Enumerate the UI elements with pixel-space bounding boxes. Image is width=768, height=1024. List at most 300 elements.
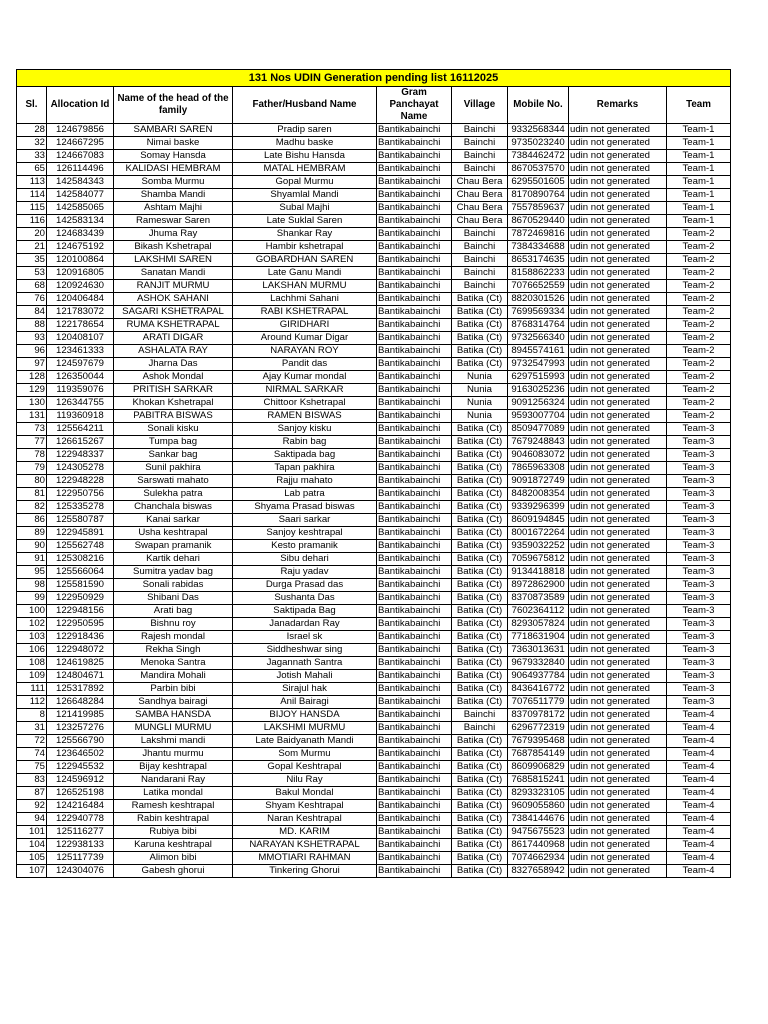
- cell-sl: 111: [17, 683, 47, 696]
- cell-gram-panchayat: Bantikabainchi: [377, 423, 452, 436]
- cell-gram-panchayat: Bantikabainchi: [377, 280, 452, 293]
- header-head-of-family: Name of the head of the family: [114, 87, 233, 124]
- cell-village: Batika (Ct): [452, 852, 508, 865]
- cell-mobile-no: 8509477089: [508, 423, 569, 436]
- cell-head-of-family: Bishnu roy: [114, 618, 233, 631]
- cell-mobile-no: 8609194845: [508, 514, 569, 527]
- cell-village: Batika (Ct): [452, 306, 508, 319]
- cell-allocation-id: 125581590: [47, 579, 114, 592]
- cell-mobile-no: 8293323105: [508, 787, 569, 800]
- cell-remarks: udin not generated: [569, 345, 667, 358]
- cell-sl: 79: [17, 462, 47, 475]
- cell-mobile-no: 9475675523: [508, 826, 569, 839]
- cell-remarks: udin not generated: [569, 813, 667, 826]
- cell-team: Team-4: [667, 761, 731, 774]
- cell-remarks: udin not generated: [569, 501, 667, 514]
- cell-mobile-no: 8972862900: [508, 579, 569, 592]
- cell-team: Team-3: [667, 449, 731, 462]
- cell-gram-panchayat: Bantikabainchi: [377, 722, 452, 735]
- cell-allocation-id: 124596912: [47, 774, 114, 787]
- cell-allocation-id: 119359076: [47, 384, 114, 397]
- cell-father-husband-name: Jotish Mahali: [233, 670, 377, 683]
- table-row: [17, 319, 731, 332]
- cell-gram-panchayat: Bantikabainchi: [377, 540, 452, 553]
- cell-sl: 21: [17, 241, 47, 254]
- cell-sl: 35: [17, 254, 47, 267]
- table-row: [17, 774, 731, 787]
- cell-mobile-no: 7872469816: [508, 228, 569, 241]
- cell-sl: 8: [17, 709, 47, 722]
- table-row: [17, 150, 731, 163]
- cell-remarks: udin not generated: [569, 826, 667, 839]
- cell-head-of-family: Kanai sarkar: [114, 514, 233, 527]
- cell-head-of-family: RUMA KSHETRAPAL: [114, 319, 233, 332]
- cell-father-husband-name: Madhu baske: [233, 137, 377, 150]
- cell-team: Team-2: [667, 371, 731, 384]
- cell-head-of-family: Rubiya bibi: [114, 826, 233, 839]
- cell-gram-panchayat: Bantikabainchi: [377, 475, 452, 488]
- cell-head-of-family: Ashok Mondal: [114, 371, 233, 384]
- cell-sl: 101: [17, 826, 47, 839]
- cell-head-of-family: Rekha Singh: [114, 644, 233, 657]
- cell-head-of-family: Sulekha patra: [114, 488, 233, 501]
- cell-team: Team-3: [667, 527, 731, 540]
- cell-head-of-family: Lakshmi mandi: [114, 735, 233, 748]
- cell-gram-panchayat: Bantikabainchi: [377, 605, 452, 618]
- cell-remarks: udin not generated: [569, 124, 667, 137]
- cell-sl: 102: [17, 618, 47, 631]
- cell-father-husband-name: Sanjoy kisku: [233, 423, 377, 436]
- cell-father-husband-name: Lab patra: [233, 488, 377, 501]
- table-row: [17, 644, 731, 657]
- cell-head-of-family: ASHOK SAHANI: [114, 293, 233, 306]
- cell-team: Team-4: [667, 735, 731, 748]
- table-row: [17, 241, 731, 254]
- cell-allocation-id: 121783072: [47, 306, 114, 319]
- header-allocation-id: Allocation Id: [47, 87, 114, 124]
- cell-gram-panchayat: Bantikabainchi: [377, 150, 452, 163]
- cell-head-of-family: Sankar bag: [114, 449, 233, 462]
- cell-gram-panchayat: Bantikabainchi: [377, 748, 452, 761]
- cell-village: Chau Bera: [452, 189, 508, 202]
- cell-head-of-family: Karuna keshtrapal: [114, 839, 233, 852]
- cell-allocation-id: 126615267: [47, 436, 114, 449]
- cell-gram-panchayat: Bantikabainchi: [377, 826, 452, 839]
- cell-remarks: udin not generated: [569, 657, 667, 670]
- cell-mobile-no: 9332568344: [508, 124, 569, 137]
- cell-gram-panchayat: Bantikabainchi: [377, 319, 452, 332]
- cell-gram-panchayat: Bantikabainchi: [377, 462, 452, 475]
- cell-team: Team-4: [667, 813, 731, 826]
- cell-father-husband-name: Shyamlal Mandi: [233, 189, 377, 202]
- cell-team: Team-1: [667, 137, 731, 150]
- cell-remarks: udin not generated: [569, 527, 667, 540]
- cell-mobile-no: 9593007704: [508, 410, 569, 423]
- cell-village: Batika (Ct): [452, 293, 508, 306]
- cell-allocation-id: 125317892: [47, 683, 114, 696]
- cell-village: Batika (Ct): [452, 501, 508, 514]
- cell-gram-panchayat: Bantikabainchi: [377, 202, 452, 215]
- cell-gram-panchayat: Bantikabainchi: [377, 592, 452, 605]
- cell-gram-panchayat: Bantikabainchi: [377, 410, 452, 423]
- cell-remarks: udin not generated: [569, 553, 667, 566]
- cell-team: Team-4: [667, 787, 731, 800]
- cell-remarks: udin not generated: [569, 800, 667, 813]
- cell-team: Team-2: [667, 280, 731, 293]
- cell-team: Team-1: [667, 215, 731, 228]
- cell-mobile-no: 7602364112: [508, 605, 569, 618]
- spreadsheet: [16, 69, 730, 878]
- table-row: [17, 189, 731, 202]
- table-row: [17, 592, 731, 605]
- cell-sl: 106: [17, 644, 47, 657]
- cell-village: Bainchi: [452, 150, 508, 163]
- cell-gram-panchayat: Bantikabainchi: [377, 865, 452, 878]
- cell-mobile-no: 9609055860: [508, 800, 569, 813]
- cell-mobile-no: 9732547993: [508, 358, 569, 371]
- cell-remarks: udin not generated: [569, 293, 667, 306]
- cell-head-of-family: Sarswati mahato: [114, 475, 233, 488]
- cell-mobile-no: 8170890764: [508, 189, 569, 202]
- cell-head-of-family: Sonali kisku: [114, 423, 233, 436]
- cell-allocation-id: 120406484: [47, 293, 114, 306]
- cell-mobile-no: 7384462472: [508, 150, 569, 163]
- table-row: [17, 163, 731, 176]
- cell-gram-panchayat: Bantikabainchi: [377, 644, 452, 657]
- cell-father-husband-name: Late Suklal Saren: [233, 215, 377, 228]
- cell-village: Bainchi: [452, 722, 508, 735]
- cell-village: Batika (Ct): [452, 332, 508, 345]
- cell-remarks: udin not generated: [569, 306, 667, 319]
- cell-father-husband-name: GOBARDHAN SAREN: [233, 254, 377, 267]
- cell-mobile-no: 9679332840: [508, 657, 569, 670]
- cell-allocation-id: 124804671: [47, 670, 114, 683]
- cell-father-husband-name: Late Baidyanath Mandi: [233, 735, 377, 748]
- cell-father-husband-name: Janadardan Ray: [233, 618, 377, 631]
- cell-sl: 87: [17, 787, 47, 800]
- cell-team: Team-3: [667, 488, 731, 501]
- cell-mobile-no: 6297515993: [508, 371, 569, 384]
- cell-allocation-id: 126350044: [47, 371, 114, 384]
- cell-allocation-id: 126114496: [47, 163, 114, 176]
- cell-sl: 104: [17, 839, 47, 852]
- cell-village: Batika (Ct): [452, 761, 508, 774]
- table-row: [17, 527, 731, 540]
- cell-village: Batika (Ct): [452, 657, 508, 670]
- cell-allocation-id: 119360918: [47, 410, 114, 423]
- cell-head-of-family: ASHALATA RAY: [114, 345, 233, 358]
- cell-sl: 131: [17, 410, 47, 423]
- cell-allocation-id: 142585065: [47, 202, 114, 215]
- cell-village: Batika (Ct): [452, 527, 508, 540]
- cell-head-of-family: Rabin keshtrapal: [114, 813, 233, 826]
- cell-allocation-id: 126648284: [47, 696, 114, 709]
- cell-village: Batika (Ct): [452, 644, 508, 657]
- cell-head-of-family: Sunil pakhira: [114, 462, 233, 475]
- cell-father-husband-name: Nilu Ray: [233, 774, 377, 787]
- cell-sl: 113: [17, 176, 47, 189]
- cell-father-husband-name: Lachhmi Sahani: [233, 293, 377, 306]
- cell-remarks: udin not generated: [569, 137, 667, 150]
- cell-village: Batika (Ct): [452, 423, 508, 436]
- cell-team: Team-3: [667, 657, 731, 670]
- cell-allocation-id: 124597679: [47, 358, 114, 371]
- cell-head-of-family: Usha keshtrapal: [114, 527, 233, 540]
- cell-gram-panchayat: Bantikabainchi: [377, 631, 452, 644]
- cell-allocation-id: 121419985: [47, 709, 114, 722]
- cell-head-of-family: SAGARI KSHETRAPAL: [114, 306, 233, 319]
- cell-village: Batika (Ct): [452, 670, 508, 683]
- cell-gram-panchayat: Bantikabainchi: [377, 709, 452, 722]
- cell-village: Batika (Ct): [452, 631, 508, 644]
- cell-head-of-family: Latika mondal: [114, 787, 233, 800]
- cell-gram-panchayat: Bantikabainchi: [377, 306, 452, 319]
- cell-remarks: udin not generated: [569, 475, 667, 488]
- cell-village: Batika (Ct): [452, 319, 508, 332]
- cell-sl: 108: [17, 657, 47, 670]
- cell-remarks: udin not generated: [569, 384, 667, 397]
- cell-mobile-no: 8370978172: [508, 709, 569, 722]
- cell-mobile-no: 9091872749: [508, 475, 569, 488]
- table-row: [17, 306, 731, 319]
- cell-mobile-no: 8327658942: [508, 865, 569, 878]
- cell-gram-panchayat: Bantikabainchi: [377, 553, 452, 566]
- cell-village: Batika (Ct): [452, 735, 508, 748]
- cell-remarks: udin not generated: [569, 709, 667, 722]
- cell-father-husband-name: Gopal Murmu: [233, 176, 377, 189]
- cell-remarks: udin not generated: [569, 189, 667, 202]
- cell-remarks: udin not generated: [569, 761, 667, 774]
- cell-mobile-no: 8482008354: [508, 488, 569, 501]
- cell-head-of-family: Ramesh keshtrapal: [114, 800, 233, 813]
- cell-remarks: udin not generated: [569, 566, 667, 579]
- table-row: [17, 800, 731, 813]
- cell-allocation-id: 124216484: [47, 800, 114, 813]
- cell-sl: 76: [17, 293, 47, 306]
- cell-team: Team-3: [667, 514, 731, 527]
- cell-village: Nunia: [452, 397, 508, 410]
- table-row: [17, 826, 731, 839]
- cell-sl: 65: [17, 163, 47, 176]
- cell-village: Bainchi: [452, 241, 508, 254]
- cell-gram-panchayat: Bantikabainchi: [377, 579, 452, 592]
- cell-sl: 88: [17, 319, 47, 332]
- cell-father-husband-name: Naran Keshtrapal: [233, 813, 377, 826]
- cell-gram-panchayat: Bantikabainchi: [377, 813, 452, 826]
- header-remarks: Remarks: [569, 87, 667, 124]
- cell-allocation-id: 124305278: [47, 462, 114, 475]
- cell-father-husband-name: RAMEN BISWAS: [233, 410, 377, 423]
- table-row: [17, 839, 731, 852]
- cell-village: Bainchi: [452, 228, 508, 241]
- cell-remarks: udin not generated: [569, 228, 667, 241]
- cell-village: Batika (Ct): [452, 553, 508, 566]
- cell-team: Team-2: [667, 293, 731, 306]
- cell-remarks: udin not generated: [569, 423, 667, 436]
- cell-allocation-id: 142584343: [47, 176, 114, 189]
- cell-gram-panchayat: Bantikabainchi: [377, 800, 452, 813]
- cell-team: Team-3: [667, 644, 731, 657]
- cell-allocation-id: 122945532: [47, 761, 114, 774]
- cell-sl: 103: [17, 631, 47, 644]
- cell-father-husband-name: Jagannath Santra: [233, 657, 377, 670]
- cell-gram-panchayat: Bantikabainchi: [377, 124, 452, 137]
- cell-team: Team-4: [667, 826, 731, 839]
- cell-team: Team-1: [667, 189, 731, 202]
- header-team: Team: [667, 87, 731, 124]
- cell-father-husband-name: RABI KSHETRAPAL: [233, 306, 377, 319]
- table-row: [17, 761, 731, 774]
- cell-team: Team-1: [667, 176, 731, 189]
- cell-allocation-id: 124619825: [47, 657, 114, 670]
- cell-father-husband-name: Saktipada Bag: [233, 605, 377, 618]
- cell-village: Bainchi: [452, 267, 508, 280]
- cell-mobile-no: 7679395468: [508, 735, 569, 748]
- cell-remarks: udin not generated: [569, 254, 667, 267]
- cell-father-husband-name: Tinkering Ghorui: [233, 865, 377, 878]
- cell-allocation-id: 125566790: [47, 735, 114, 748]
- cell-remarks: udin not generated: [569, 358, 667, 371]
- cell-village: Bainchi: [452, 124, 508, 137]
- cell-gram-panchayat: Bantikabainchi: [377, 839, 452, 852]
- cell-head-of-family: Sonali rabidas: [114, 579, 233, 592]
- cell-gram-panchayat: Bantikabainchi: [377, 696, 452, 709]
- cell-team: Team-4: [667, 774, 731, 787]
- table-row: [17, 371, 731, 384]
- cell-village: Batika (Ct): [452, 683, 508, 696]
- cell-mobile-no: 7076511779: [508, 696, 569, 709]
- table-row: [17, 748, 731, 761]
- cell-allocation-id: 124667295: [47, 137, 114, 150]
- cell-sl: 20: [17, 228, 47, 241]
- cell-team: Team-2: [667, 397, 731, 410]
- cell-head-of-family: Menoka Santra: [114, 657, 233, 670]
- cell-father-husband-name: Shankar Ray: [233, 228, 377, 241]
- cell-head-of-family: PRITISH SARKAR: [114, 384, 233, 397]
- cell-mobile-no: 7384144676: [508, 813, 569, 826]
- cell-remarks: udin not generated: [569, 631, 667, 644]
- cell-mobile-no: 7059675812: [508, 553, 569, 566]
- cell-father-husband-name: NIRMAL SARKAR: [233, 384, 377, 397]
- cell-father-husband-name: Saari sarkar: [233, 514, 377, 527]
- cell-village: Batika (Ct): [452, 436, 508, 449]
- cell-village: Batika (Ct): [452, 800, 508, 813]
- cell-mobile-no: 8158862233: [508, 267, 569, 280]
- cell-team: Team-3: [667, 462, 731, 475]
- cell-sl: 112: [17, 696, 47, 709]
- cell-mobile-no: 8617440968: [508, 839, 569, 852]
- cell-mobile-no: 7076652559: [508, 280, 569, 293]
- cell-remarks: udin not generated: [569, 449, 667, 462]
- cell-father-husband-name: Sanjoy keshtrapal: [233, 527, 377, 540]
- cell-remarks: udin not generated: [569, 644, 667, 657]
- cell-allocation-id: 123461333: [47, 345, 114, 358]
- cell-allocation-id: 142583134: [47, 215, 114, 228]
- cell-village: Chau Bera: [452, 215, 508, 228]
- table-row: [17, 865, 731, 878]
- table-row: [17, 813, 731, 826]
- cell-sl: 94: [17, 813, 47, 826]
- cell-remarks: udin not generated: [569, 397, 667, 410]
- cell-village: Batika (Ct): [452, 579, 508, 592]
- cell-team: Team-3: [667, 566, 731, 579]
- cell-father-husband-name: Rabin bag: [233, 436, 377, 449]
- cell-allocation-id: 122178654: [47, 319, 114, 332]
- cell-head-of-family: LAKSHMI SAREN: [114, 254, 233, 267]
- table-row: [17, 332, 731, 345]
- cell-team: Team-3: [667, 579, 731, 592]
- cell-mobile-no: 6295501605: [508, 176, 569, 189]
- cell-father-husband-name: Shyama Prasad biswas: [233, 501, 377, 514]
- cell-allocation-id: 124683439: [47, 228, 114, 241]
- cell-sl: 98: [17, 579, 47, 592]
- table-row: [17, 449, 731, 462]
- cell-allocation-id: 125116277: [47, 826, 114, 839]
- cell-head-of-family: Mandira Mohali: [114, 670, 233, 683]
- cell-village: Batika (Ct): [452, 696, 508, 709]
- cell-father-husband-name: Som Murmu: [233, 748, 377, 761]
- cell-mobile-no: 9339296399: [508, 501, 569, 514]
- cell-mobile-no: 9134418818: [508, 566, 569, 579]
- cell-remarks: udin not generated: [569, 670, 667, 683]
- cell-head-of-family: Gabesh ghorui: [114, 865, 233, 878]
- cell-sl: 91: [17, 553, 47, 566]
- table-row: [17, 267, 731, 280]
- cell-head-of-family: Rajesh mondal: [114, 631, 233, 644]
- cell-sl: 81: [17, 488, 47, 501]
- cell-remarks: udin not generated: [569, 683, 667, 696]
- cell-head-of-family: Sanatan Mandi: [114, 267, 233, 280]
- cell-gram-panchayat: Bantikabainchi: [377, 345, 452, 358]
- cell-sl: 90: [17, 540, 47, 553]
- cell-allocation-id: 120924630: [47, 280, 114, 293]
- cell-village: Nunia: [452, 371, 508, 384]
- cell-remarks: udin not generated: [569, 592, 667, 605]
- cell-mobile-no: 8436416772: [508, 683, 569, 696]
- cell-father-husband-name: Bakul Mondal: [233, 787, 377, 800]
- header-gram-panchayat: Gram Panchayat Name: [377, 87, 452, 124]
- cell-remarks: udin not generated: [569, 267, 667, 280]
- cell-head-of-family: Shamba Mandi: [114, 189, 233, 202]
- cell-gram-panchayat: Bantikabainchi: [377, 137, 452, 150]
- cell-village: Batika (Ct): [452, 514, 508, 527]
- cell-village: Batika (Ct): [452, 865, 508, 878]
- cell-allocation-id: 122938133: [47, 839, 114, 852]
- cell-sl: 31: [17, 722, 47, 735]
- cell-remarks: udin not generated: [569, 202, 667, 215]
- table-row: [17, 709, 731, 722]
- cell-team: Team-3: [667, 592, 731, 605]
- header-sl: Sl.: [17, 87, 47, 124]
- cell-father-husband-name: Durga Prasad das: [233, 579, 377, 592]
- cell-head-of-family: Alimon bibi: [114, 852, 233, 865]
- cell-village: Batika (Ct): [452, 566, 508, 579]
- cell-village: Batika (Ct): [452, 787, 508, 800]
- cell-sl: 129: [17, 384, 47, 397]
- cell-mobile-no: 7699569334: [508, 306, 569, 319]
- cell-gram-panchayat: Bantikabainchi: [377, 215, 452, 228]
- cell-father-husband-name: LAKSHAN MURMU: [233, 280, 377, 293]
- cell-remarks: udin not generated: [569, 865, 667, 878]
- cell-gram-panchayat: Bantikabainchi: [377, 189, 452, 202]
- cell-team: Team-2: [667, 228, 731, 241]
- cell-sl: 84: [17, 306, 47, 319]
- cell-allocation-id: 122918436: [47, 631, 114, 644]
- cell-gram-panchayat: Bantikabainchi: [377, 228, 452, 241]
- table-row: [17, 280, 731, 293]
- cell-team: Team-4: [667, 709, 731, 722]
- table-row: [17, 735, 731, 748]
